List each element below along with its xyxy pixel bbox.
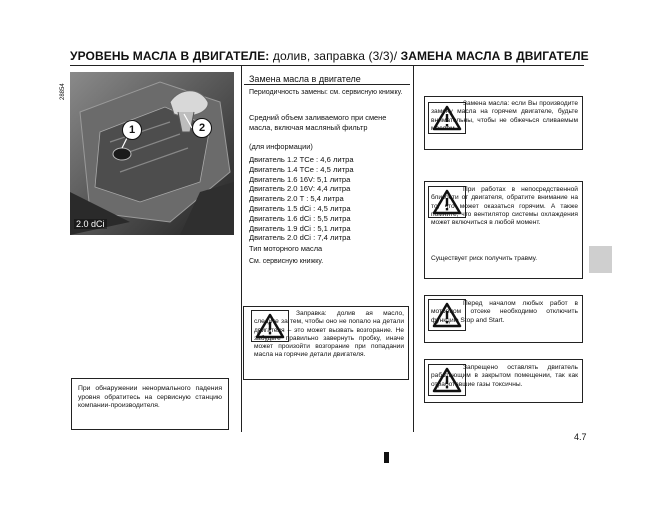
- photo-caption: 2.0 dCi: [76, 219, 105, 229]
- oil-type-label: Тип моторного масла: [249, 244, 323, 253]
- page-title: [70, 49, 589, 63]
- injury-risk-text: Существует риск получить травму.: [431, 255, 538, 262]
- change-period: Периодичность замены: см. сервисную книжку.: [249, 89, 403, 96]
- section-tab: [589, 246, 612, 273]
- engine-photo: [70, 72, 234, 235]
- engine-volume-list: [249, 155, 354, 243]
- column-divider-1: [241, 66, 242, 432]
- engine-volume-item: Двигатель 1.5 dCi : 4,5 литра: [249, 203, 351, 213]
- page-number: 4.7: [574, 432, 587, 442]
- figure-code: 28854: [60, 83, 66, 100]
- engine-volume-item: Двигатель 1.9 dCi : 5,1 литра: [249, 223, 351, 233]
- low-level-text: При обнаружении ненормального падения уровня обратитесь на сервисную станцию компании-производителя.: [78, 385, 222, 410]
- section-heading: Замена масла в двигателе: [249, 74, 361, 84]
- callout-1: 1: [122, 120, 142, 140]
- column-divider-2: [413, 66, 414, 432]
- closed-room-warning-text: Запрещено оставлять двигатель работающим в закрытом помещении, так как отработавшие газы токсичны.: [431, 364, 578, 388]
- title-part-2: долив, заправка (3/3)/: [269, 49, 398, 63]
- engine-volume-item: Двигатель 1.2 TCe : 4,6 литра: [249, 155, 354, 164]
- section-heading-rule: [244, 84, 410, 85]
- volume-note: (для информации): [249, 142, 313, 151]
- oil-type-ref: См. сервисную книжку.: [249, 258, 324, 265]
- engine-volume-item: Двигатель 1.6 dCi : 5,5 литра: [249, 213, 351, 223]
- callout-2: 2: [192, 118, 212, 138]
- title-part-3: ЗАМЕНА МАСЛА В ДВИГАТЕЛЕ: [397, 49, 589, 63]
- hot-engine-warning-text: Замена масла: если Вы производите замену масла на горячем двигателе, будьте внимательны, чтобы не обжечься сливаемым маслом.: [431, 100, 578, 132]
- title-rule: [70, 65, 584, 66]
- refill-warning-text: Заправка: долив ая масло, следите за тем, чтобы оно не попало на детали двигателя – это может вызвать возгорание. Не забудьте правильно завернуть пробку, иначе может произойти возгорание при попадании масла на горячие детали двигателя.: [254, 310, 404, 359]
- engine-illustration: [70, 72, 234, 235]
- engine-volume-item: Двигатель 2.0 dCi : 7,4 литра: [249, 233, 351, 243]
- title-part-1: УРОВЕНЬ МАСЛА В ДВИГАТЕЛЕ:: [70, 49, 270, 63]
- volume-label: Средний объем заливаемого при смене масла, включая масляный фильтр: [249, 113, 387, 132]
- page-marker: [384, 452, 389, 463]
- engine-volume-item: Двигатель 1.6 16V: 5,1 литра: [249, 174, 351, 184]
- engine-volume-item: Двигатель 1.4 TCe : 4,5 литра: [249, 164, 354, 174]
- engine-volume-item: Двигатель 2.0 16V: 4,4 литра: [249, 184, 351, 194]
- stop-start-warning-text: Перед началом любых работ в моторном отсеке необходимо отключить функцию Stop and Start.: [431, 300, 578, 324]
- engine-volume-item: Двигатель 2.0 T : 5,4 литра: [249, 194, 344, 204]
- nearby-work-warning-text: При работах в непосредственной близости от двигателя, обратите внимание на то, что может оказаться горячим. А также помните, что вентилятор системы охлаждения может включиться в любой момент.: [431, 186, 578, 227]
